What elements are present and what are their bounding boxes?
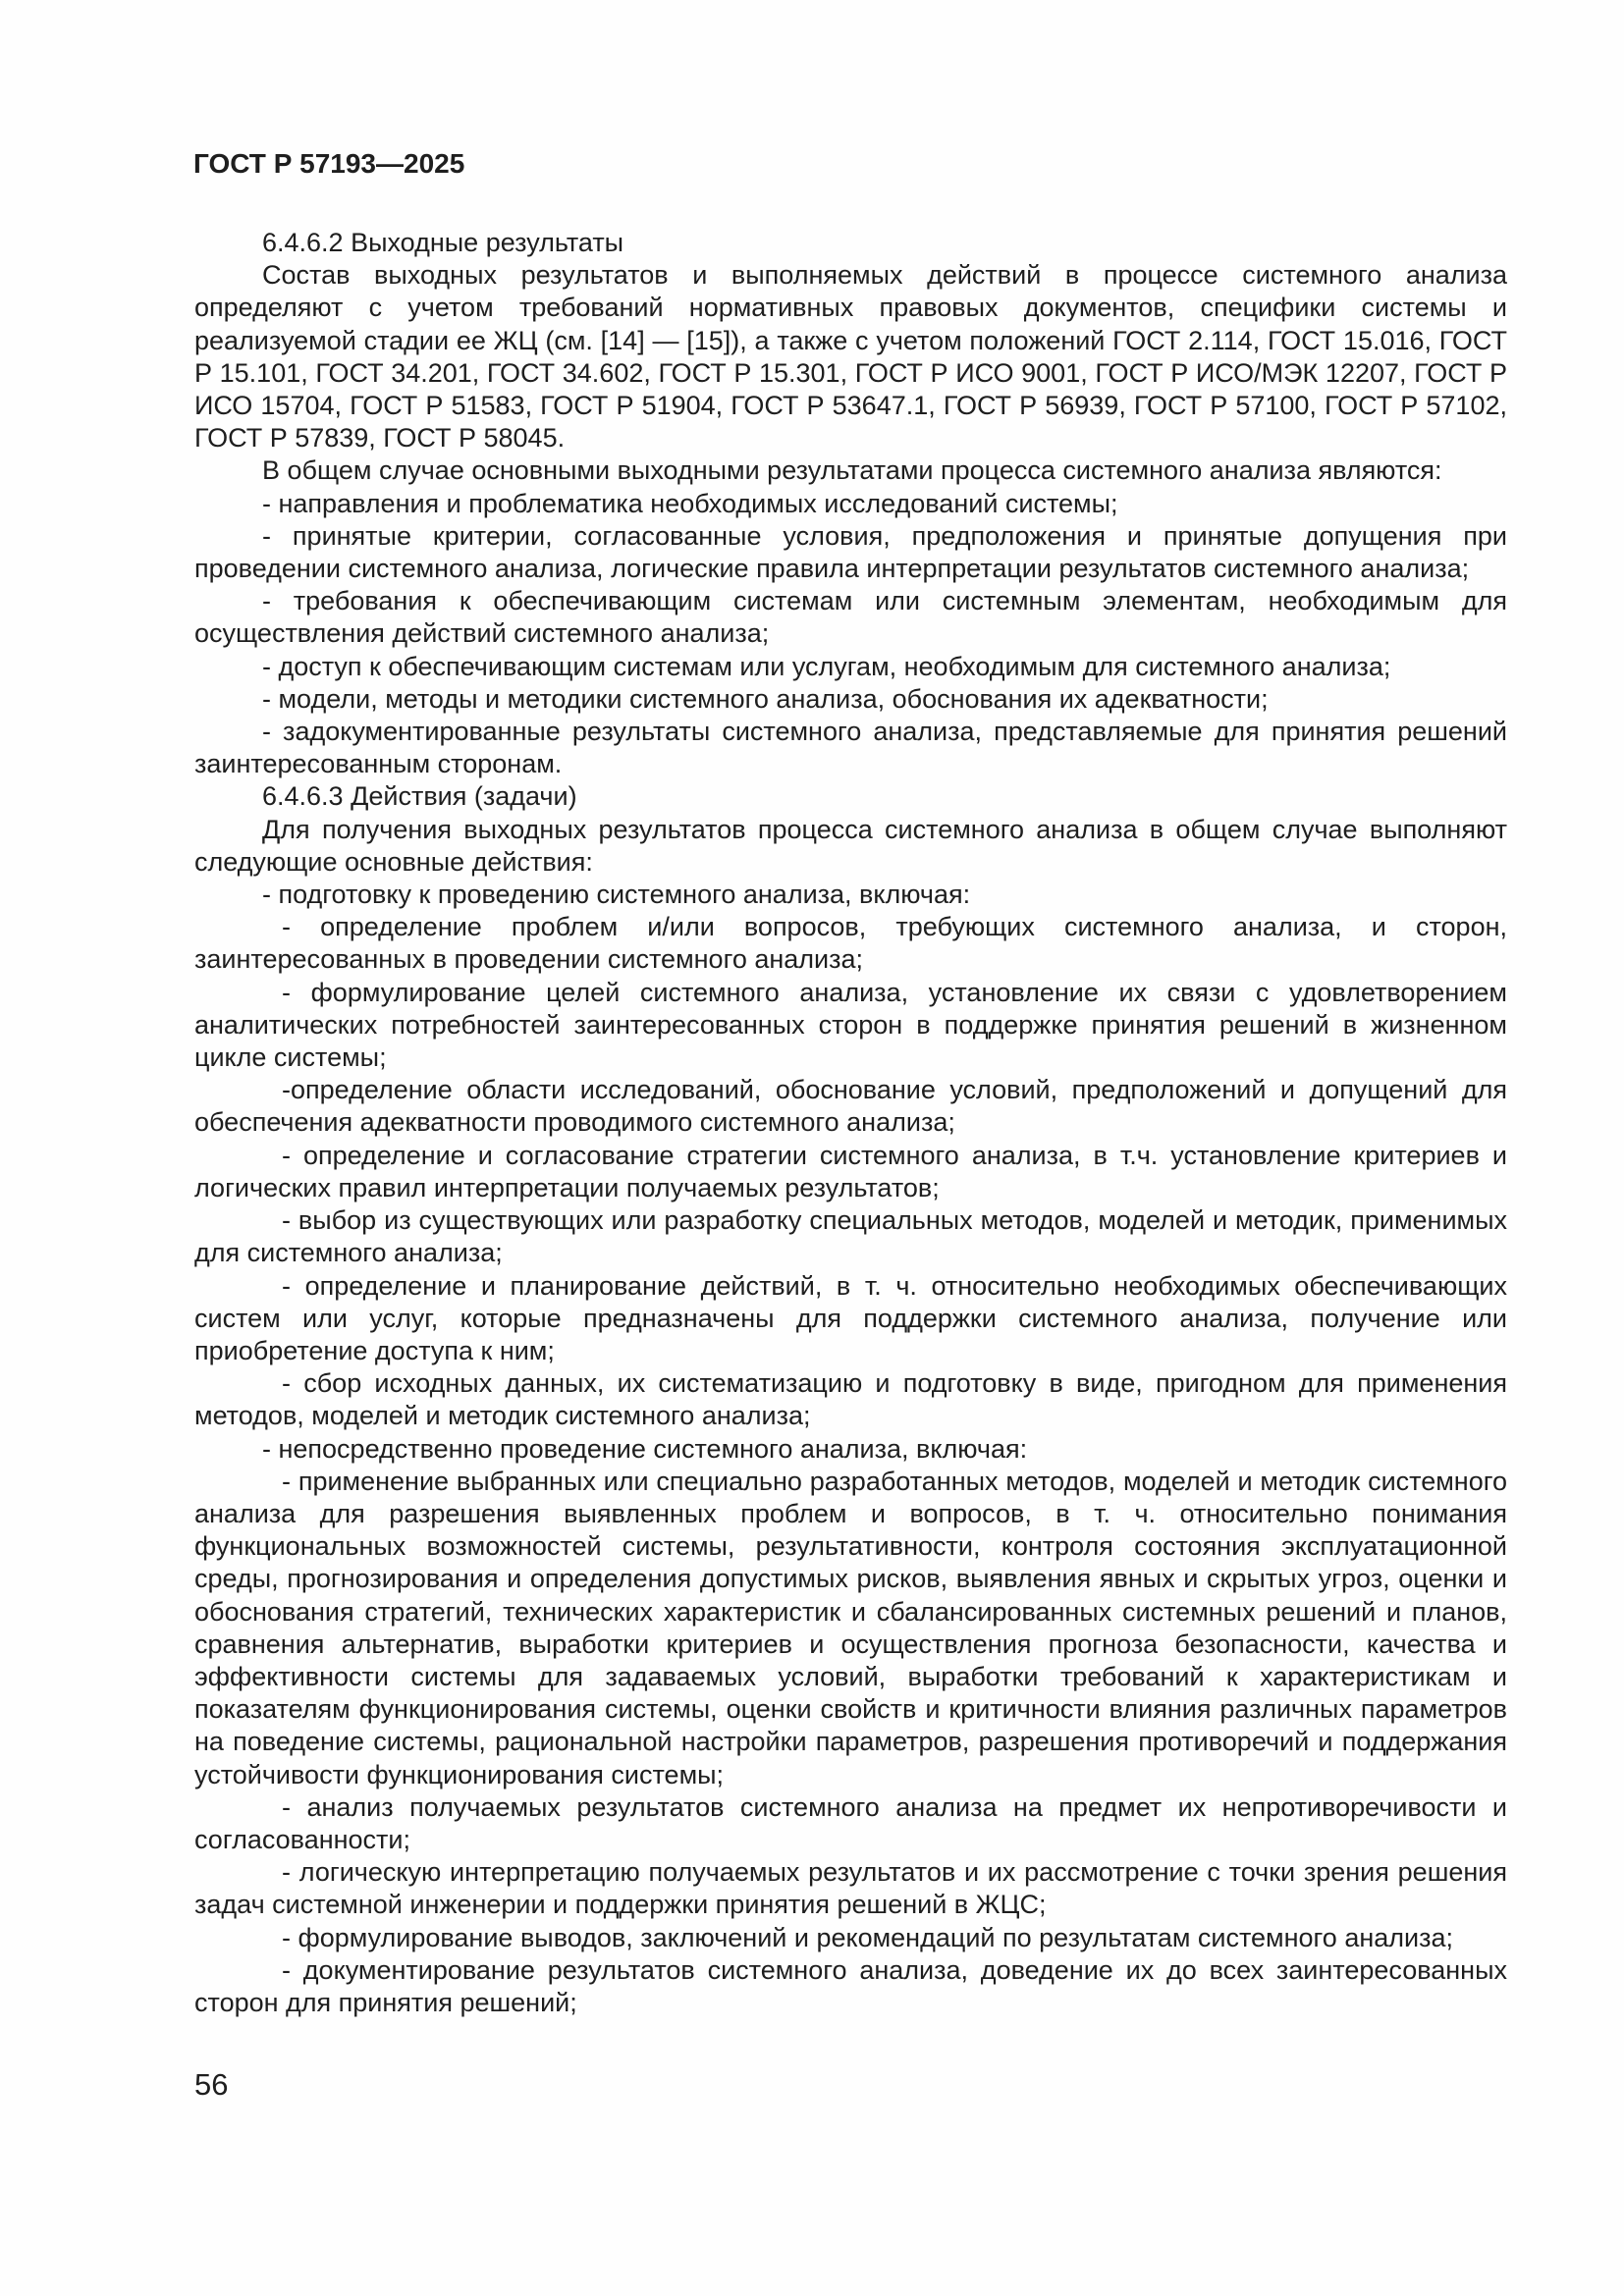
paragraph: - документирование результатов системного анализа, доведение их до всех заинтересованных сторон для принятия решений; (194, 1954, 1507, 2017)
paragraph: В общем случае основными выходными результатами процесса системного анализа являются: (262, 455, 1442, 486)
paragraph: - применение выбранных или специально разработанных методов, моделей и методик системного анализа для разрешения выявленных проблем и вопросов, в т. ч. относительно понимания функциональных возможностей системы, результативности, контроля состояния эксплуатационной среды, прогнозирования и определения допустимых рисков, выявления явных и скрытых угроз, оценки и обоснования стратегий, технических характеристик и сбалансированных системных решений и планов, сравнения альтернатив, выработки критериев и осуществления прогноза безопасности, качества и эффективности системы для задаваемых условий, выработки требований к характеристикам и показателям функционирования системы, оценки свойств и критичности влияния различных параметров на поведение системы, рациональной настройки параметров, разрешения противоречий и поддержания устойчивости функционирования системы; (194, 1466, 1507, 1789)
paragraph: - подготовку к проведению системного анализа, включая: (262, 880, 971, 910)
paragraph: - доступ к обеспечивающим системам или услугам, необходимым для системного анализа; (262, 651, 1391, 681)
paragraph: Состав выходных результатов и выполняемых действий в процессе системного анализа определяют с учетом требований нормативных правовых документов, специфики системы и реализуемой стадии ее ЖЦ (см. [14] — [15]), а также с учетом положений ГОСТ 2.114, ГОСТ 15.016, ГОСТ Р 15.101, ГОСТ 34.201, ГОСТ 34.602, ГОСТ Р 15.301, ГОСТ Р ИСО 9001, ГОСТ Р ИСО/МЭК 12207, ГОСТ Р ИСО 15704, ГОСТ Р 51583, ГОСТ Р 51904, ГОСТ Р 53647.1, ГОСТ Р 56939, ГОСТ Р 57100, ГОСТ Р 57102, ГОСТ Р 57839, ГОСТ Р 58045. (194, 260, 1507, 454)
paragraph: - формулирование выводов, заключений и рекомендаций по результатам системного анализа; (282, 1922, 1453, 1952)
paragraph: - выбор из существующих или разработку специальных методов, моделей и методик, применимых для системного анализа; (194, 1205, 1507, 1268)
paragraph: - определение и планирование действий, в т. ч. относительно необходимых обеспечивающих систем или услуг, которые предназначены для поддержки системного анализа, получение или приобретение доступа к ним; (194, 1270, 1507, 1365)
paragraph: - анализ получаемых результатов системного анализа на предмет их непротиворечивости и согласованности; (194, 1791, 1507, 1854)
paragraph: Для получения выходных результатов процесса системного анализа в общем случае выполняют следующие основные действия: (194, 814, 1507, 877)
paragraph: - непосредственно проведение системного анализа, включая: (262, 1433, 1028, 1464)
text-block (194, 227, 1507, 2019)
paragraph: - направления и проблематика необходимых исследований системы; (262, 488, 1118, 518)
paragraph: - сбор исходных данных, их систематизацию и подготовку в виде, пригодном для применения методов, моделей и методик системного анализа; (194, 1368, 1507, 1431)
paragraph: - задокументированные результаты системного анализа, представляемые для принятия решений заинтересованным сторонам. (194, 717, 1507, 779)
paragraph: - требования к обеспечивающим системам или системным элементам, необходимым для осуществления действий системного анализа; (194, 586, 1507, 649)
paragraph: - определение и согласование стратегии системного анализа, в т.ч. установление критериев и логических правил интерпретации получаемых результатов; (194, 1140, 1507, 1202)
paragraph: - модели, методы и методики системного анализа, обоснования их адекватности; (262, 683, 1269, 714)
paragraph: - определение проблем и/или вопросов, требующих системного анализа, и сторон, заинтересованных в проведении системного анализа; (194, 912, 1507, 975)
paragraph: - принятые критерии, согласованные условия, предположения и принятые допущения при проведении системного анализа, логические правила интерпретации результатов системного анализа; (194, 520, 1507, 584)
paragraph: 6.4.6.3 Действия (задачи) (262, 781, 577, 812)
paragraph: - формулирование целей системного анализа, установление их связи с удовлетворением аналитических потребностей заинтересованных сторон в поддержке принятия решений в жизненном цикле системы; (194, 977, 1507, 1073)
running-header: ГОСТ Р 57193—2025 (193, 148, 465, 179)
page-number: 56 (194, 2067, 229, 2102)
paragraph: -определение области исследований, обоснование условий, предположений и допущений для обеспечения адекватности проводимого системного анализа; (194, 1075, 1507, 1138)
paragraph: 6.4.6.2 Выходные результаты (262, 228, 624, 257)
paragraph: - логическую интерпретацию получаемых результатов и их рассмотрение с точки зрения решения задач системной инженерии и поддержки принятия решений в ЖЦС; (194, 1857, 1507, 1920)
